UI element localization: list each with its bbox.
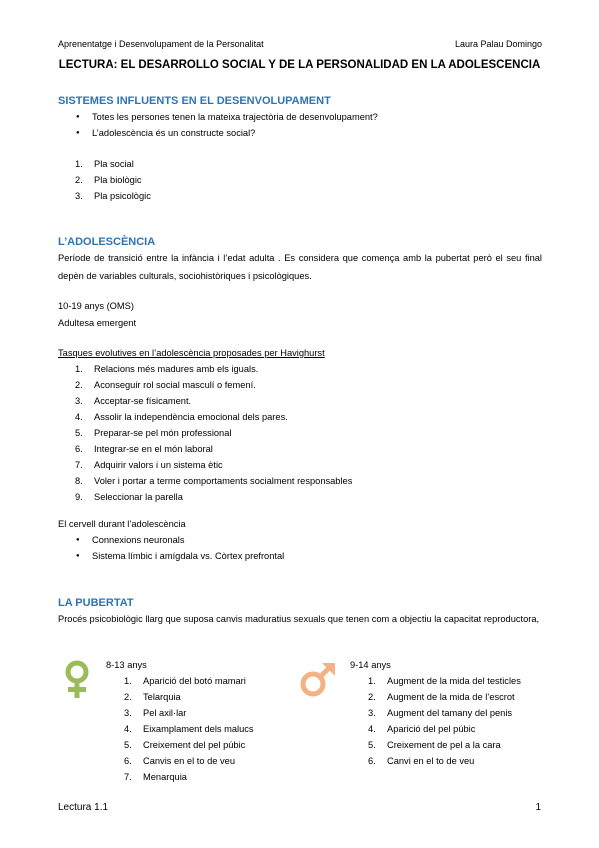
age-range: 10-19 anys (OMS)	[58, 301, 134, 311]
task-item: 8. Voler i portar a terme comportaments socialment responsables	[75, 476, 353, 486]
task-item: 4. Assolir la independència emocional dels pares.	[75, 412, 288, 422]
heading-sistemes: SISTEMES INFLUENTS EN EL DESENVOLUPAMENT	[58, 95, 331, 107]
task-item: 5. Preparar-se pel món professional	[75, 428, 232, 438]
page-number: 1	[535, 802, 541, 813]
bullet-item: ● Totes les persones tenen la mateixa trajectòria de desenvolupament?	[92, 112, 378, 122]
male-change-item: 3. Augment del tamany del penis	[368, 708, 513, 718]
female-change-item: 5. Creixement del pel púbic	[124, 740, 246, 750]
male-change-item: 6. Canvi en el to de veu	[368, 756, 475, 766]
female-change-item: 3. Pel axil·lar	[124, 708, 187, 718]
male-change-item: 4. Aparició del pel púbic	[368, 724, 476, 734]
brain-title: El cervell durant l’adolescència	[58, 519, 186, 529]
list-item: 2. Pla biològic	[75, 175, 142, 185]
male-symbol-icon	[298, 662, 338, 698]
header-author: Laura Palau Domingo	[454, 39, 542, 49]
male-age-range: 9-14 anys	[350, 660, 391, 670]
heading-pubertat: LA PUBERTAT	[58, 597, 134, 609]
pubertat-paragraph: Procés psicobiològic llarg que suposa canvis maduratius sexuals que tenen com a objectiu la capacitat reproductora,	[58, 614, 540, 624]
female-change-item: 4. Eixamplament dels malucs	[124, 724, 254, 734]
list-item: 3. Pla psicològic	[75, 191, 151, 201]
male-change-item: 1. Augment de la mida del testicles	[368, 676, 521, 686]
header-course: Aprenentatge i Desenvolupament de la Personalitat	[58, 39, 264, 49]
task-item: 1. Relacions més madures amb els iguals.	[75, 364, 259, 374]
female-age-range: 8-13 anys	[106, 660, 147, 670]
emerging-adulthood: Adultesa emergent	[58, 318, 137, 328]
female-symbol-icon	[60, 660, 94, 700]
task-item: 6. Integrar-se en el món laboral	[75, 444, 213, 454]
adolescencia-paragraph: Període de transició entre la infància i l’edat adulta . Es considera que comença amb la pubertat però el seu final depèn de variables culturals, sociohistòriques i psicològiques.	[58, 253, 542, 281]
footer-label: Lectura 1.1	[58, 802, 109, 813]
document-title: LECTURA: EL DESARROLLO SOCIAL Y DE LA PERSONALIDAD EN LA ADOLESCENCIA	[58, 59, 541, 71]
male-change-item: 5. Creixement de pel a la cara	[368, 740, 501, 750]
female-change-item: 7. Menarquia	[124, 772, 187, 782]
female-change-item: 2. Telarquia	[124, 692, 181, 702]
list-item: 1. Pla social	[75, 159, 134, 169]
heading-adolescencia: L’ADOLESCÈNCIA	[58, 236, 156, 248]
task-item: 3. Acceptar-se físicament.	[75, 396, 192, 406]
task-item: 2. Aconseguir rol social masculí o femení.	[75, 380, 256, 390]
tasks-title: Tasques evolutives en l’adolescència proposades per Havighurst	[58, 348, 325, 358]
female-change-item: 1. Aparició del botó mamari	[124, 676, 246, 686]
task-item: 7. Adquirir valors i un sistema ètic	[75, 460, 223, 470]
female-change-item: 6. Canvis en el to de veu	[124, 756, 235, 766]
bullet-item: ● L’adolescència és un constructe social?	[92, 128, 255, 138]
task-item: 9. Seleccionar la parella	[75, 492, 183, 502]
bullet-item: ● Connexions neuronals	[92, 535, 185, 545]
bullet-item: ● Sistema límbic i amígdala vs. Còrtex prefrontal	[92, 551, 284, 561]
male-change-item: 2. Augment de la mida de l’escrot	[368, 692, 515, 702]
